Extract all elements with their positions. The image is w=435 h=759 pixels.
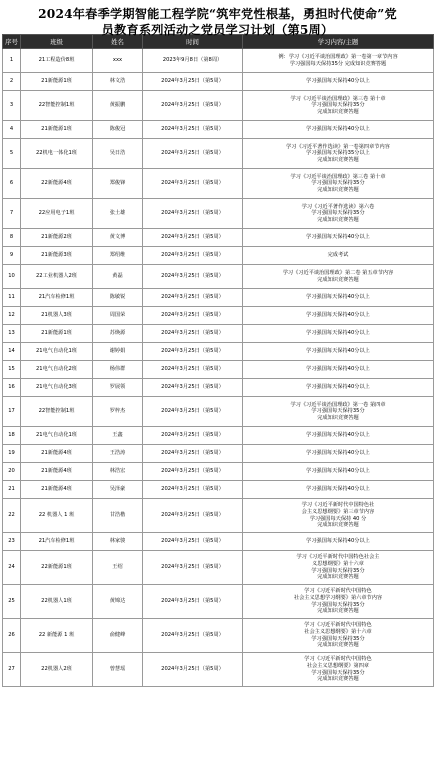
class-cell: 22工业机器人2班: [21, 265, 93, 289]
name-cell: 郑绍维: [93, 247, 143, 265]
name-cell: 罗展领: [93, 379, 143, 397]
name-cell: 林家骏: [93, 533, 143, 551]
title-line-1: 2024年春季学期智能工程学院“筑牢党性根基，勇担时代使命”党: [38, 7, 397, 21]
table-row: [3, 585, 434, 619]
class-cell: 21新能源4班: [21, 481, 93, 499]
name-cell: 甘浩楷: [93, 499, 143, 533]
content-cell: 学习《习近平新时代中国特色 社会主义思想纲要》第十六章 学习强国每天保持35分 完成知识竞赛答题: [243, 619, 434, 653]
table-row: [3, 49, 434, 73]
class-cell: 21电气自动化2班: [21, 361, 93, 379]
row-number: 17: [3, 397, 21, 427]
time-cell: 2024年3月25日（第5周）: [143, 499, 243, 533]
table-row: [3, 199, 434, 229]
content-cell: 学习《习近平谈治国理政》第三卷 第十章 学习强国每天保持35分 完成知识竞赛答题: [243, 169, 434, 199]
row-number: 2: [3, 73, 21, 91]
class-cell: 22智能控制1班: [21, 91, 93, 121]
table-row: [3, 361, 434, 379]
row-number: 3: [3, 91, 21, 121]
table-row: [3, 397, 434, 427]
table-body: [3, 49, 434, 687]
table-row: [3, 551, 434, 585]
time-cell: 2024年3月25日（第5周）: [143, 247, 243, 265]
table-row: [3, 73, 434, 91]
row-number: 4: [3, 121, 21, 139]
table-row: [3, 343, 434, 361]
content-cell: 学习《习近平新时代中国特色社 会主义思想纲要》第三章节内容 学习强国每天保持 40 分 完成知识竞赛答题: [243, 499, 434, 533]
name-cell: 曾慧瑶: [93, 653, 143, 687]
time-cell: 2024年3月25日（第5周）: [143, 361, 243, 379]
content-cell: 学习强国每天保持40分以上: [243, 427, 434, 445]
name-cell: 王鑫: [93, 427, 143, 445]
content-cell: 学习强国每天保持40分以上: [243, 325, 434, 343]
content-cell: 学习《习近平谈治国理政》第三卷 第十章 学习强国每天保持35分 完成知识竞赛答题: [243, 91, 434, 121]
name-cell: 吴日浩: [93, 139, 143, 169]
header-class: 班级: [21, 35, 93, 49]
name-cell: 张土雄: [93, 199, 143, 229]
table-row: [3, 325, 434, 343]
title-line-2: 员教育系列活动之党员学习计划（第5周）: [101, 23, 334, 37]
time-cell: 2024年3月25日（第5周）: [143, 397, 243, 427]
class-cell: 21新能源3班: [21, 247, 93, 265]
table-row: [3, 229, 434, 247]
class-cell: 21新能源1班: [21, 325, 93, 343]
time-cell: 2024年3月25日（第5周）: [143, 445, 243, 463]
name-cell: 林浩宏: [93, 463, 143, 481]
name-cell: 黄文博: [93, 229, 143, 247]
row-number: 19: [3, 445, 21, 463]
content-cell: 学习《习近平新时代中国特色社会主 义思想纲要》第十六章 学习强国每天保持35分 完成知识竞赛答题: [243, 551, 434, 585]
row-number: 5: [3, 139, 21, 169]
header-number: 序号: [3, 35, 21, 49]
row-number: 1: [3, 49, 21, 73]
table-row: [3, 463, 434, 481]
class-cell: 22 机器人 1 班: [21, 499, 93, 533]
time-cell: 2024年3月25日（第5周）: [143, 585, 243, 619]
row-number: 9: [3, 247, 21, 265]
time-cell: 2024年3月25日（第5周）: [143, 307, 243, 325]
table-row: [3, 481, 434, 499]
content-cell: 学习《习近平新时代中国特色 社会主义思想纲要》第四章 学习强国每天保持35分 完成知识竞赛答题: [243, 653, 434, 687]
row-number: 10: [3, 265, 21, 289]
class-cell: 21汽车检修1班: [21, 533, 93, 551]
row-number: 7: [3, 199, 21, 229]
class-cell: 21新能源4班: [21, 445, 93, 463]
row-number: 15: [3, 361, 21, 379]
row-number: 12: [3, 307, 21, 325]
header-time: 时间: [143, 35, 243, 49]
table-row: [3, 499, 434, 533]
content-cell: 学习《习近平谈治国理政》第一卷 第四章 学习强国每天保持35分 完成知识竞赛答题: [243, 397, 434, 427]
row-number: 6: [3, 169, 21, 199]
row-number: 14: [3, 343, 21, 361]
class-cell: 21新能源1班: [21, 121, 93, 139]
time-cell: 2024年3月25日（第5周）: [143, 533, 243, 551]
table-row: [3, 379, 434, 397]
time-cell: 2024年3月25日（第5周）: [143, 463, 243, 481]
class-cell: 22机器人2班: [21, 653, 93, 687]
name-cell: 苏焕源: [93, 325, 143, 343]
table-row: [3, 169, 434, 199]
table-row: [3, 619, 434, 653]
time-cell: 2024年3月25日（第5周）: [143, 551, 243, 585]
class-cell: 21电气自动化1班: [21, 343, 93, 361]
row-number: 13: [3, 325, 21, 343]
name-cell: 王绍: [93, 551, 143, 585]
name-cell: 黄磊: [93, 265, 143, 289]
content-cell: 学习强国每天保持40分以上: [243, 289, 434, 307]
row-number: 26: [3, 619, 21, 653]
name-cell: 黄振鹏: [93, 91, 143, 121]
time-cell: 2024年3月25日（第5周）: [143, 199, 243, 229]
class-cell: 21电气自动化1班: [21, 427, 93, 445]
time-cell: 2024年3月25日（第5周）: [143, 481, 243, 499]
content-cell: 学习强国每天保持40分以上: [243, 307, 434, 325]
class-cell: 21新能源1班: [21, 73, 93, 91]
row-number: 8: [3, 229, 21, 247]
document-title: [0, 0, 435, 37]
table-row: [3, 653, 434, 687]
class-cell: 21电气自动化3班: [21, 379, 93, 397]
name-cell: 王浩涛: [93, 445, 143, 463]
time-cell: 2024年3月25日（第5周）: [143, 653, 243, 687]
row-number: 23: [3, 533, 21, 551]
table-row: [3, 247, 434, 265]
row-number: 11: [3, 289, 21, 307]
table-row: [3, 139, 434, 169]
class-cell: 21新能源4班: [21, 463, 93, 481]
time-cell: 2024年3月25日（第5周）: [143, 91, 243, 121]
table-row: [3, 445, 434, 463]
class-cell: 22应用电子1班: [21, 199, 93, 229]
time-cell: 2024年3月25日（第5周）: [143, 139, 243, 169]
name-cell: 陈俊冠: [93, 121, 143, 139]
content-cell: 学习强国每天保持40分以上: [243, 463, 434, 481]
class-cell: 22智能控制1班: [21, 397, 93, 427]
time-cell: 2024年3月25日（第5周）: [143, 265, 243, 289]
time-cell: 2024年3月25日（第5周）: [143, 427, 243, 445]
header-content: 学习内容/主题: [243, 35, 434, 49]
table-row: [3, 91, 434, 121]
name-cell: 林文浩: [93, 73, 143, 91]
content-cell: 完成考试: [243, 247, 434, 265]
content-cell: 学习强国每天保持40分以上: [243, 533, 434, 551]
content-cell: 学习强国每天保持40分以上: [243, 379, 434, 397]
content-cell: 学习强国每天保持40分以上: [243, 121, 434, 139]
content-cell: 学习强国每天保持40分以上: [243, 481, 434, 499]
time-cell: 2024年3月25日（第5周）: [143, 229, 243, 247]
class-cell: 21工程造价8班: [21, 49, 93, 73]
time-cell: 2024年3月25日（第5周）: [143, 169, 243, 199]
class-cell: 21新能源2班: [21, 229, 93, 247]
name-cell: 杨伟群: [93, 361, 143, 379]
row-number: 25: [3, 585, 21, 619]
time-cell: 2024年3月25日（第5周）: [143, 325, 243, 343]
time-cell: 2024年3月25日（第5周）: [143, 619, 243, 653]
time-cell: 2024年3月25日（第5周）: [143, 379, 243, 397]
name-cell: 吴泽豪: [93, 481, 143, 499]
name-cell: 郑俊锋: [93, 169, 143, 199]
name-cell: 谢婷娟: [93, 343, 143, 361]
time-cell: 2024年3月25日（第5周）: [143, 289, 243, 307]
class-cell: 22机器人1班: [21, 585, 93, 619]
content-cell: 例：学习《习近平谈治国理政》第一卷第一章节内容 学习强国每天保持35分 完成知识竞赛答题: [243, 49, 434, 73]
content-cell: 学习强国每天保持40分以上: [243, 343, 434, 361]
time-cell: 2024年3月25日（第5周）: [143, 121, 243, 139]
table-row: [3, 307, 434, 325]
header-name: 姓名: [93, 35, 143, 49]
row-number: 18: [3, 427, 21, 445]
time-cell: 2024年3月25日（第5周）: [143, 343, 243, 361]
content-cell: 学习《习近平新时代中国特色 社会主义思想学习纲要》第六章节内容 学习强国每天保持35分 完成知识竞赛答题: [243, 585, 434, 619]
content-cell: 学习强国每天保持40分以上: [243, 73, 434, 91]
row-number: 16: [3, 379, 21, 397]
content-cell: 学习《习近平著作选读》第六卷 学习强国每天保持35分 完成知识竞赛答题: [243, 199, 434, 229]
content-cell: 学习《习近平谈治国理政》第二卷 第五章节内容 完成知识竞赛答题: [243, 265, 434, 289]
row-number: 27: [3, 653, 21, 687]
class-cell: 22新能源1班: [21, 551, 93, 585]
name-cell: 陈敏锐: [93, 289, 143, 307]
row-number: 24: [3, 551, 21, 585]
class-cell: 21机器人3班: [21, 307, 93, 325]
class-cell: 21汽车检修1班: [21, 289, 93, 307]
row-number: 20: [3, 463, 21, 481]
row-number: 22: [3, 499, 21, 533]
name-cell: 罗梓杰: [93, 397, 143, 427]
table-row: [3, 427, 434, 445]
study-plan-table: [2, 34, 434, 687]
name-cell: 黄锦达: [93, 585, 143, 619]
table-row: [3, 289, 434, 307]
content-cell: 学习强国每天保持40分以上: [243, 229, 434, 247]
class-cell: 22 新能源 1 班: [21, 619, 93, 653]
time-cell: 2024年3月25日（第5周）: [143, 73, 243, 91]
class-cell: 22新能源4班: [21, 169, 93, 199]
table-row: [3, 121, 434, 139]
table-row: [3, 533, 434, 551]
content-cell: 学习强国每天保持40分以上: [243, 445, 434, 463]
name-cell: xxx: [93, 49, 143, 73]
row-number: 21: [3, 481, 21, 499]
name-cell: 俞健峰: [93, 619, 143, 653]
name-cell: 周国荣: [93, 307, 143, 325]
time-cell: 2023年9月8日（第8周）: [143, 49, 243, 73]
class-cell: 22机电一体化1班: [21, 139, 93, 169]
content-cell: 学习强国每天保持40分以上: [243, 361, 434, 379]
content-cell: 学习《习近平著作选读》第一卷第四章节内容 学习强国每天保持35分以上 完成知识竞赛答题: [243, 139, 434, 169]
table-row: [3, 265, 434, 289]
